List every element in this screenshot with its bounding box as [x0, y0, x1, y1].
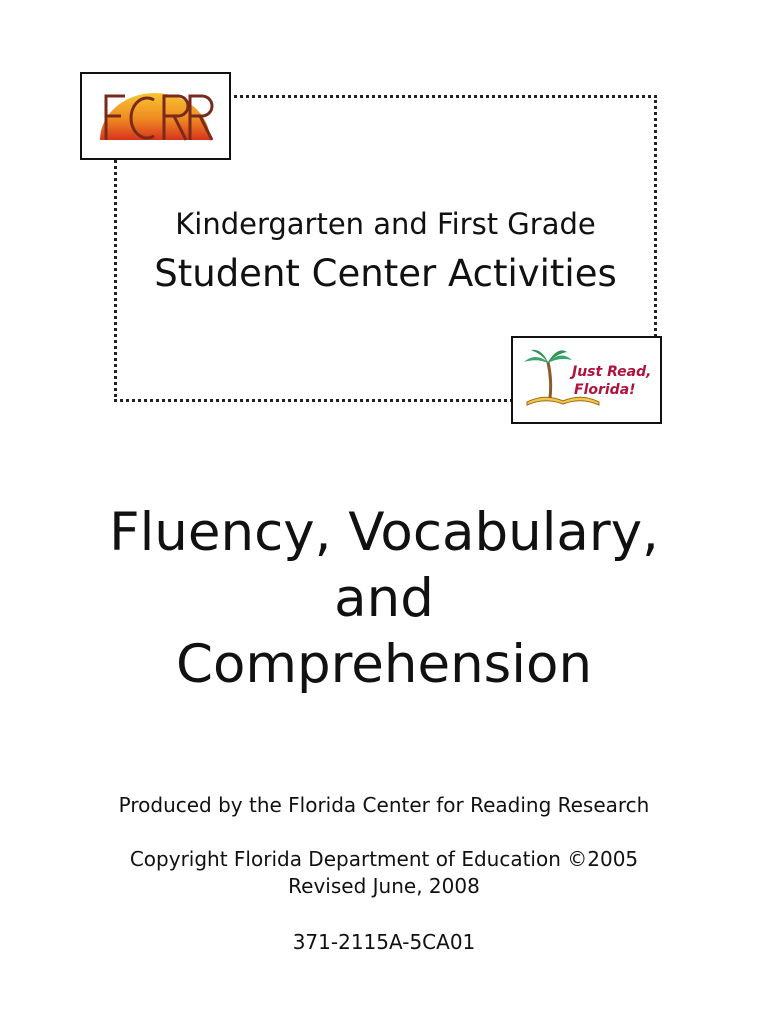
- copyright-text: Copyright Florida Department of Education ©2005: [129, 847, 639, 871]
- grade-subtitle: Kindergarten and First Grade: [175, 207, 596, 241]
- fcrr-logo: [80, 72, 231, 160]
- series-title: Student Center Activities: [154, 252, 617, 295]
- title-line-2: and: [334, 568, 434, 629]
- svg-text:Florida!: Florida!: [574, 382, 636, 398]
- svg-text:Just Read,: Just Read,: [572, 364, 652, 380]
- title-line-1: Fluency, Vocabulary,: [109, 502, 659, 563]
- palm-tree-book-icon: [513, 338, 660, 422]
- page-title: [40, 500, 728, 698]
- document-code: 371-2115A-5CA01: [292, 930, 476, 954]
- just-read-florida-logo: [511, 336, 662, 424]
- produced-by-text: Produced by the Florida Center for Reading Research: [118, 793, 650, 817]
- title-line-3: Comprehension: [175, 634, 593, 695]
- revised-date-text: Revised June, 2008: [288, 874, 480, 898]
- fcrr-sunset-icon: [82, 74, 229, 158]
